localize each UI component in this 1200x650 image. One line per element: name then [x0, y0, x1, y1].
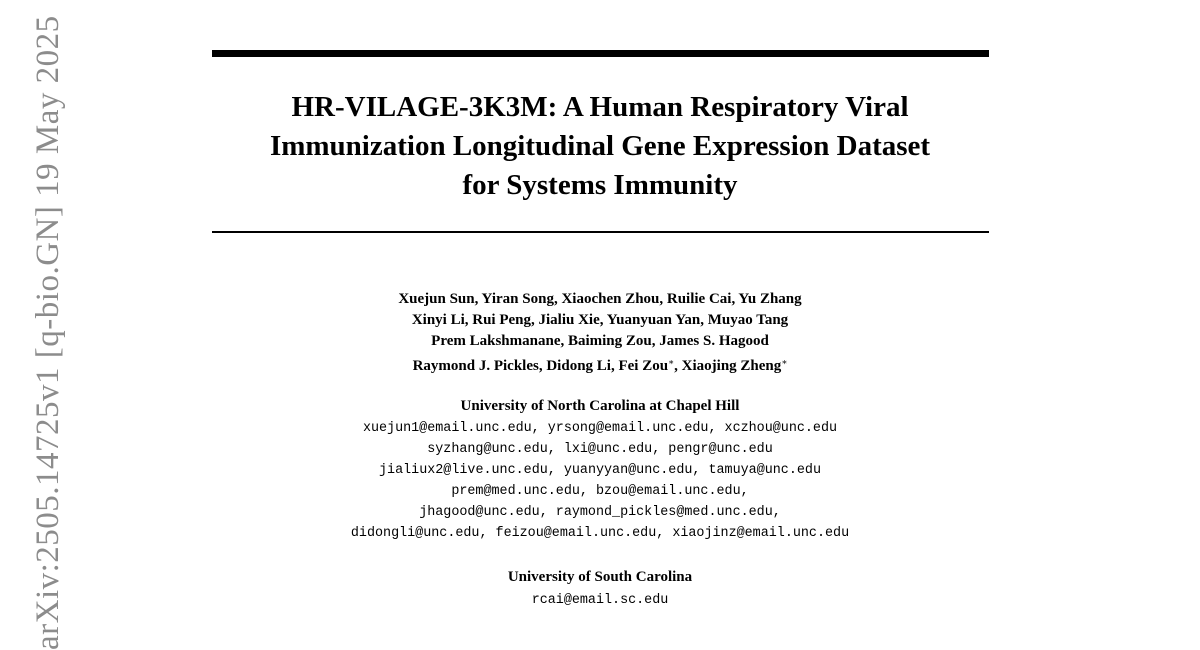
emails-unc: [200, 418, 1000, 544]
email-line: syzhang@unc.edu, lxi@unc.edu, pengr@unc.edu: [427, 442, 773, 457]
email-line: didongli@unc.edu, feizou@email.unc.edu, xiaojinz@email.unc.edu: [350, 526, 850, 541]
title-line-3: for Systems Immunity: [462, 169, 738, 201]
corresponding-mark-1: ∗: [668, 357, 675, 367]
author-line-4: [200, 352, 1000, 377]
email-line: jialiux2@live.unc.edu, yuanyyan@unc.edu, tamuya@unc.edu: [379, 463, 821, 478]
author-line-4-part-a: Raymond J. Pickles, Didong Li, Fei Zou: [412, 358, 669, 374]
affiliation-unc: University of North Carolina at Chapel Hill: [460, 398, 740, 414]
title-bottom-rule: [212, 231, 989, 233]
arxiv-side-stamp: arXiv:2505.14725v1 [q-bio.GN] 19 May 2025: [30, 15, 66, 650]
author-line-3: Prem Lakshmanane, Baiming Zou, James S. Hagood: [431, 333, 769, 349]
title-line-1: HR-VILAGE-3K3M: A Human Respiratory Viral: [291, 91, 909, 123]
affiliation-usc: University of South Carolina: [507, 569, 693, 585]
author-line-2: Xinyi Li, Rui Peng, Jialiu Xie, Yuanyuan Yan, Muyao Tang: [411, 312, 789, 328]
email-line: xuejun1@email.unc.edu, yrsong@email.unc.edu, xczhou@unc.edu: [362, 421, 838, 436]
paper-title: [200, 88, 1000, 205]
email-line: jhagood@unc.edu, raymond_pickles@med.unc.edu,: [419, 505, 781, 520]
corresponding-mark-2: ∗: [781, 357, 788, 367]
title-top-rule: [212, 50, 989, 57]
title-line-2: Immunization Longitudinal Gene Expression Dataset: [269, 130, 931, 162]
emails-usc: [200, 590, 1000, 611]
email-line: rcai@email.sc.edu: [531, 593, 669, 608]
author-list: [200, 289, 1000, 377]
author-line-1: Xuejun Sun, Yiran Song, Xiaochen Zhou, Ruilie Cai, Yu Zhang: [398, 291, 802, 307]
email-line: prem@med.unc.edu, bzou@email.unc.edu,: [451, 484, 749, 499]
author-line-4-part-b: , Xiaojing Zheng: [674, 358, 782, 374]
